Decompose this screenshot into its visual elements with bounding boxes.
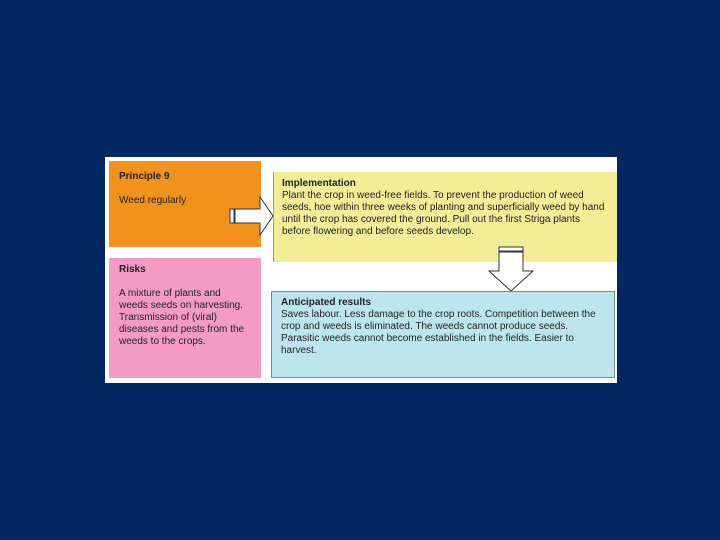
results-title: Anticipated results xyxy=(281,297,372,308)
principle-title: Principle 9 xyxy=(119,171,170,182)
risks-box xyxy=(109,258,261,378)
diagram-panel xyxy=(105,157,617,383)
principle-text: Weed regularly xyxy=(119,195,187,206)
results-text: Saves labour. Less damage to the crop roots. Competition between the crop and weeds is eliminated. The weeds cannot produce seeds. Parasitic weeds cannot become established in the fields. Easier to harvest. xyxy=(281,309,596,356)
implementation-title: Implementation xyxy=(282,178,356,189)
implementation-box xyxy=(273,172,617,262)
arrow-down-icon xyxy=(487,245,535,293)
risks-text: A mixture of plants and weeds seeds on harvesting. Transmission of (viral) diseases and pests from the weeds to the crops. xyxy=(119,288,245,347)
arrow-right-icon xyxy=(229,195,275,237)
risks-title: Risks xyxy=(119,264,146,275)
results-box xyxy=(271,291,615,378)
implementation-text: Plant the crop in weed-free fields. To prevent the production of weed seeds, hoe within three weeks of planting and superficially weed by hand until the crop has covered the ground. Pull out the first Striga plants before flowering and before seeds develop. xyxy=(282,190,605,237)
